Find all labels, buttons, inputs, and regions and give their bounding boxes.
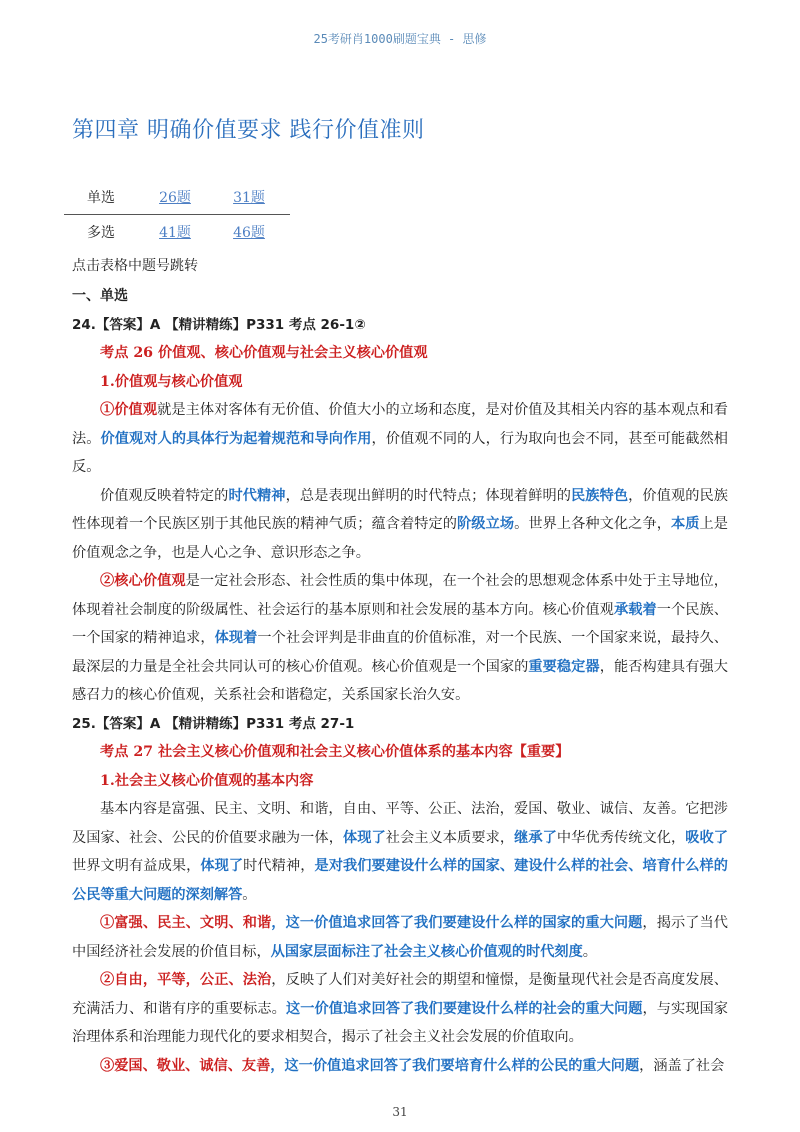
jump-type-label: 多选 [87, 225, 115, 241]
jump-link-q26[interactable]: 26题 [159, 190, 191, 206]
jump-hint: 点击表格中题号跳转 [72, 258, 198, 274]
jump-row-multi [64, 215, 290, 249]
topic-heading: 考点 27 社会主义核心价值观和社会主义核心价值体系的基本内容【重要】 [100, 744, 570, 760]
jump-link-q46[interactable]: 46题 [233, 225, 265, 241]
subtopic-heading: 1.社会主义核心价值观的基本内容 [100, 772, 314, 789]
paragraph: ①富强、民主、文明、和谐，这一价值追求回答了我们要建设什么样的国家的重大问题，揭示了当代中国经济社会发展的价值目标，从国家层面标注了社会主义核心价值观的时代刻度。 [72, 915, 728, 960]
paragraph: 基本内容是富强、民主、文明、和谐，自由、平等、公正、法治，爱国、敬业、诚信、友善。它把涉及国家、社会、公民的价值要求融为一体，体现了社会主义本质要求，继承了中华优秀传统文化，吸收了世界文明有益成果，体现了时代精神，是对我们要建设什么样的国家、建设什么样的社会、培育什么样的公民等重大问题的深刻解答。 [72, 801, 728, 903]
paragraph: ②自由，平等，公正、法治，反映了人们对美好社会的期望和憧憬，是衡量现代社会是否高度发展、充满活力、和谐有序的重要标志。这一价值追求回答了我们要建设什么样的社会的重大问题，与实现国家治理体系和治理能力现代化的要求相契合，揭示了社会主义社会发展的价值取向。 [72, 972, 728, 1045]
paragraph: ②核心价值观是一定社会形态、社会性质的集中体现，在一个社会的思想观念体系中处于主导地位，体现着社会制度的阶级属性、社会运行的基本原则和社会发展的基本方向。核心价值观承载着一个民族、一个国家的精神追求，体现着一个社会评判是非曲直的价值标准，对一个民族、一个国家来说，最持久、最深层的力量是全社会共同认可的核心价值观。核心价值观是一个国家的重要稳定器，能否构建具有强大感召力的核心价值观，关系社会和谐稳定，关系国家长治久安。 [72, 573, 728, 703]
paragraph: ③爱国、敬业、诚信、友善，这一价值追求回答了我们要培育什么样的公民的重大问题，涵盖了社会 [100, 1057, 725, 1074]
jump-type-label: 单选 [87, 190, 115, 206]
section-heading: 一、单选 [72, 288, 128, 304]
jump-link-q41[interactable]: 41题 [159, 225, 191, 241]
chapter-title: 第四章 明确价值要求 践行价值准则 [72, 118, 425, 143]
answer-line-q24: 24.【答案】A 【精讲精练】P331 考点 26-1② [72, 316, 366, 333]
answer-line-q25: 25.【答案】A 【精讲精练】P331 考点 27-1 [72, 715, 355, 732]
answer-content [72, 282, 728, 1080]
jump-link-q31[interactable]: 31题 [233, 190, 265, 206]
subtopic-heading: 1.价值观与核心价值观 [100, 373, 243, 390]
jump-row-single [64, 180, 290, 215]
paragraph: ①价值观就是主体对客体有无价值、价值大小的立场和态度，是对价值及其相关内容的基本观点和看法。价值观对人的具体行为起着规范和导向作用，价值观不同的人，行为取向也会不同，甚至可能截然相反。 [72, 402, 728, 475]
topic-heading: 考点 26 价值观、核心价值观与社会主义核心价值观 [100, 345, 428, 361]
page-header: 25考研肖1000刷题宝典 - 思修 [313, 32, 487, 46]
page-number: 31 [392, 1105, 408, 1119]
question-jump-table [64, 180, 290, 249]
paragraph: 价值观反映着特定的时代精神，总是表现出鲜明的时代特点；体现着鲜明的民族特色，价值观的民族性体现着一个民族区别于其他民族的精神气质；蕴含着特定的阶级立场。世界上各种文化之争，本质上是价值观念之争，也是人心之争、意识形态之争。 [72, 487, 728, 561]
